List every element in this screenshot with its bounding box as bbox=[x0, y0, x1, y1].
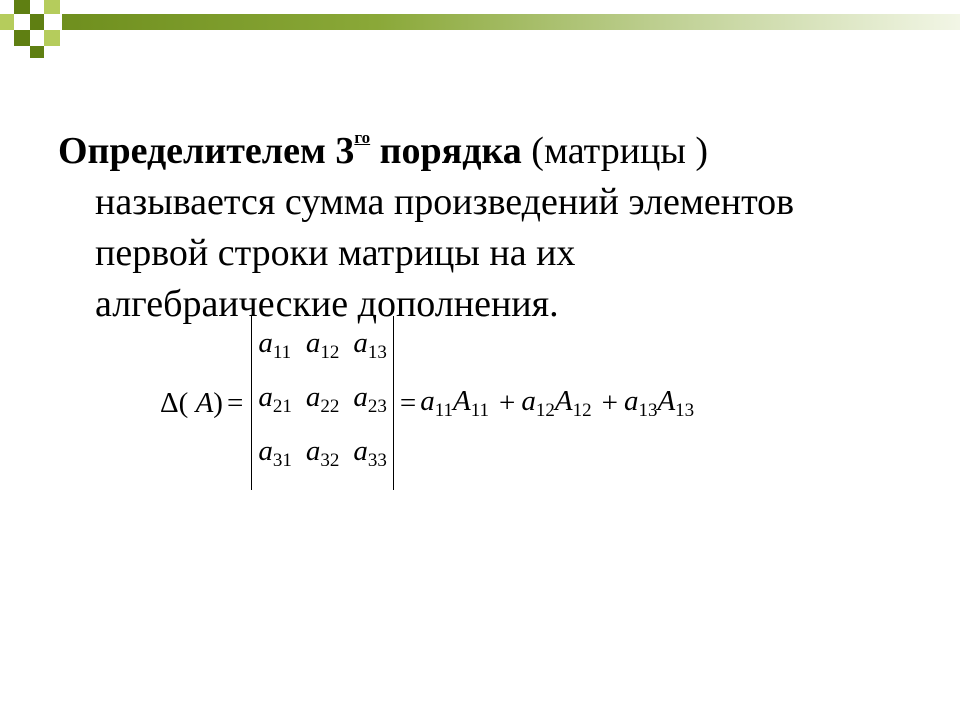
deco-square bbox=[14, 0, 30, 14]
element-base: a bbox=[420, 384, 435, 417]
matrix-element bbox=[306, 376, 354, 430]
matrix-element bbox=[353, 376, 387, 430]
definition-line-3: первой строки матрицы на их bbox=[95, 232, 576, 274]
element-base: a bbox=[353, 380, 368, 413]
order-superscript: го bbox=[354, 128, 371, 147]
matrix-element bbox=[353, 430, 387, 484]
element-base: a bbox=[353, 434, 368, 467]
element-base: a bbox=[258, 326, 273, 359]
element-base: a bbox=[305, 380, 321, 413]
cofactor-base: A bbox=[554, 384, 573, 417]
definition-line-2: называется сумма произведений элементов bbox=[95, 181, 795, 223]
element-base: a bbox=[258, 380, 273, 413]
element-index: 12 bbox=[535, 399, 555, 421]
cofactor-index: 11 bbox=[470, 399, 489, 421]
matrix-row bbox=[258, 376, 387, 430]
definition-term: Определителем 3 bbox=[58, 130, 355, 172]
definition-line-4: алгебраические дополнения. bbox=[95, 283, 559, 325]
header-decoration bbox=[0, 0, 960, 60]
paren-open: ( bbox=[178, 386, 189, 419]
element-index: 11 bbox=[272, 341, 292, 363]
deco-square bbox=[30, 46, 44, 58]
element-index: 22 bbox=[320, 395, 340, 417]
equals-sign: = bbox=[226, 386, 244, 419]
matrix-element bbox=[306, 430, 354, 484]
definition-term-word: порядка bbox=[379, 130, 522, 172]
expansion-term bbox=[420, 385, 489, 422]
deco-square bbox=[44, 0, 60, 14]
determinant-formula bbox=[160, 326, 698, 476]
deco-square bbox=[30, 14, 44, 30]
element-index: 11 bbox=[434, 399, 453, 421]
deco-square bbox=[44, 30, 60, 46]
element-index: 13 bbox=[638, 399, 658, 421]
element-base: a bbox=[623, 384, 639, 417]
deco-square bbox=[0, 14, 14, 30]
delta-symbol: Δ bbox=[160, 386, 179, 419]
definition-line-1 bbox=[58, 112, 918, 177]
matrix-element bbox=[258, 322, 306, 376]
equals-sign-2: = bbox=[399, 386, 417, 419]
plus-sign: + bbox=[601, 386, 618, 419]
element-index: 33 bbox=[367, 449, 387, 471]
cofactor-index: 12 bbox=[572, 399, 592, 421]
definition-text bbox=[58, 112, 918, 330]
cofactor-base: A bbox=[452, 384, 471, 417]
matrix-element bbox=[306, 322, 354, 376]
element-index: 23 bbox=[367, 395, 387, 417]
element-index: 21 bbox=[272, 395, 292, 417]
paren-close: ) bbox=[213, 386, 223, 419]
cofactor-index: 13 bbox=[675, 399, 695, 421]
element-index: 12 bbox=[320, 341, 340, 363]
element-index: 13 bbox=[367, 341, 387, 363]
element-index: 31 bbox=[272, 449, 292, 471]
matrix-symbol: A bbox=[195, 386, 214, 419]
element-base: a bbox=[521, 384, 536, 417]
element-base: a bbox=[305, 326, 321, 359]
matrix-row bbox=[258, 322, 387, 376]
cofactor-base: A bbox=[657, 384, 676, 417]
matrix-row bbox=[258, 430, 387, 484]
element-base: a bbox=[305, 434, 321, 467]
matrix-element bbox=[258, 376, 306, 430]
determinant-matrix bbox=[251, 316, 394, 490]
element-base: a bbox=[258, 434, 273, 467]
deco-square bbox=[14, 30, 30, 46]
matrix-element bbox=[353, 322, 387, 376]
expansion-term bbox=[624, 385, 694, 422]
header-gradient-bar bbox=[62, 14, 960, 30]
cofactor-expansion bbox=[420, 385, 698, 422]
element-base: a bbox=[353, 326, 368, 359]
matrix-element bbox=[258, 430, 306, 484]
element-index: 32 bbox=[320, 449, 340, 471]
definition-paren: (матрицы ) bbox=[531, 130, 709, 172]
expansion-term bbox=[521, 385, 591, 422]
plus-sign: + bbox=[499, 386, 516, 419]
